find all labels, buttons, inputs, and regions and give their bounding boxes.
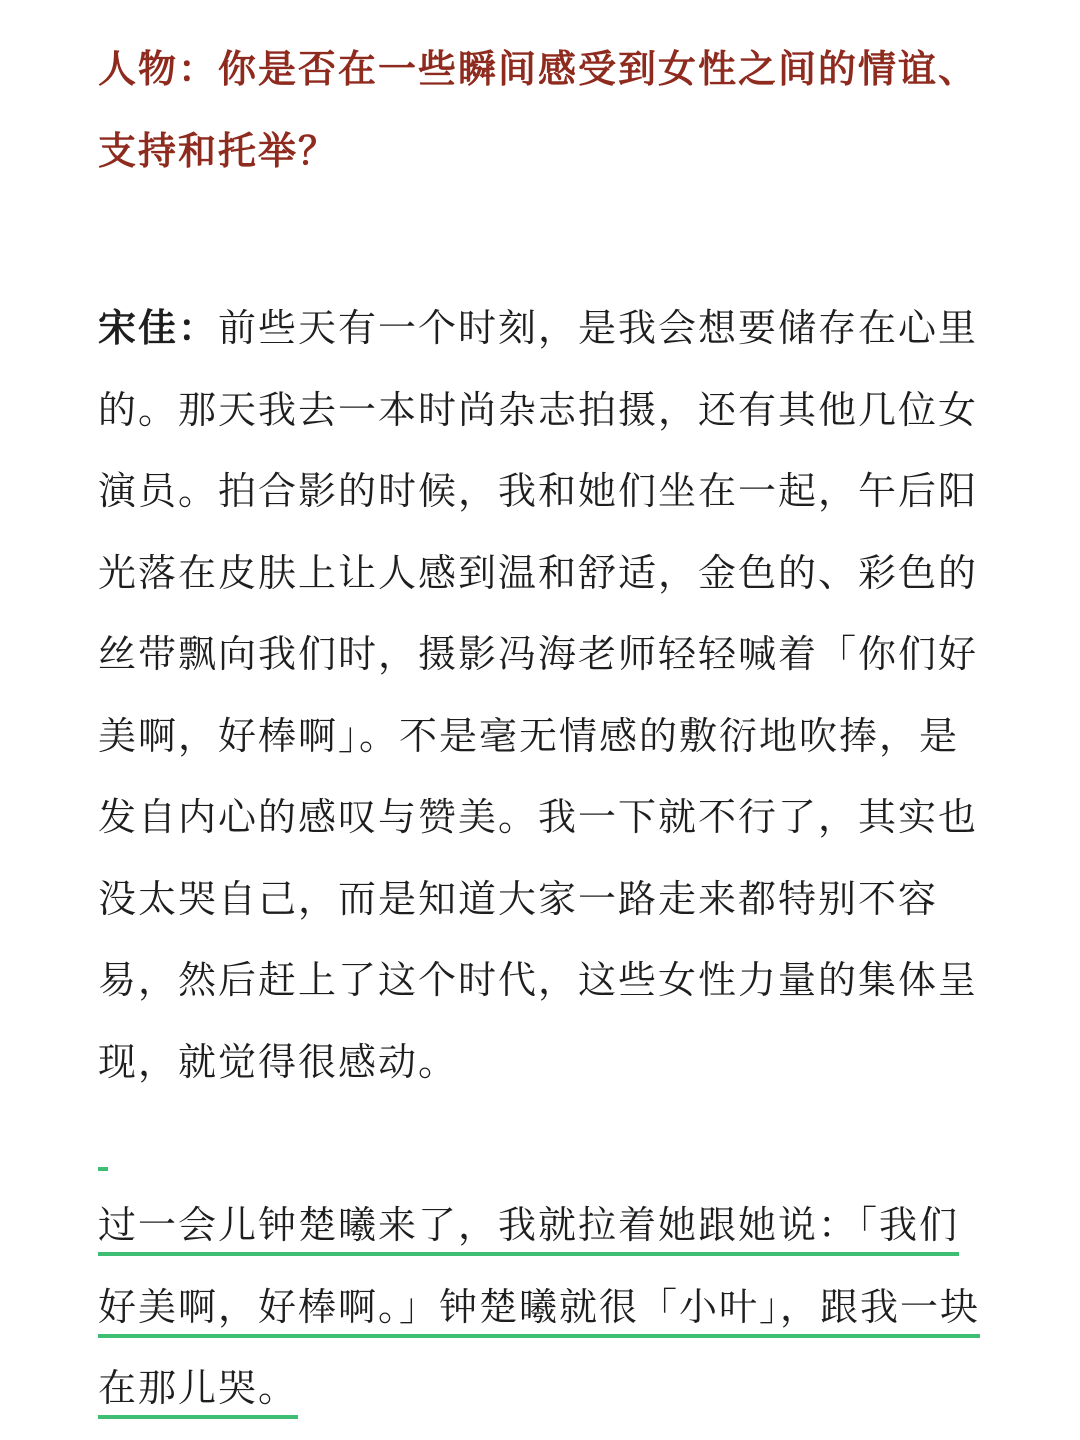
speaker-label: 宋佳： bbox=[98, 306, 219, 350]
highlighted-text: 过一会儿钟楚曦来了，我就拉着她跟她说：「我们好美啊，好棒啊。」钟楚曦就很「小叶」，跟我一块在那儿哭。 bbox=[98, 1203, 981, 1410]
highlighted-passage bbox=[98, 1185, 986, 1430]
interview-answer bbox=[98, 288, 986, 1103]
answer-text: 前些天有一个时刻，是我会想要储存在心里的。那天我去一本时尚杂志拍摄，还有其他几位女演员。拍合影的时候，我和她们坐在一起，午后阳光落在皮肤上让人感到温和舒适，金色的、彩色的丝带飘向我们时，摄影冯海老师轻轻喊着「你们好美啊，好棒啊」。不是毫无情感的敷衍地吹捧，是发自内心的感叹与赞美。我一下就不行了，其实也没太哭自己，而是知道大家一路走来都特别不容易，然后赶上了这个时代，这些女性力量的集体呈现，就觉得很感动。 bbox=[98, 306, 979, 1084]
highlight-marker bbox=[98, 1167, 108, 1171]
article-excerpt bbox=[98, 0, 986, 1430]
interview-question: 人物：你是否在一些瞬间感受到女性之间的情谊、支持和托举？ bbox=[98, 47, 979, 173]
